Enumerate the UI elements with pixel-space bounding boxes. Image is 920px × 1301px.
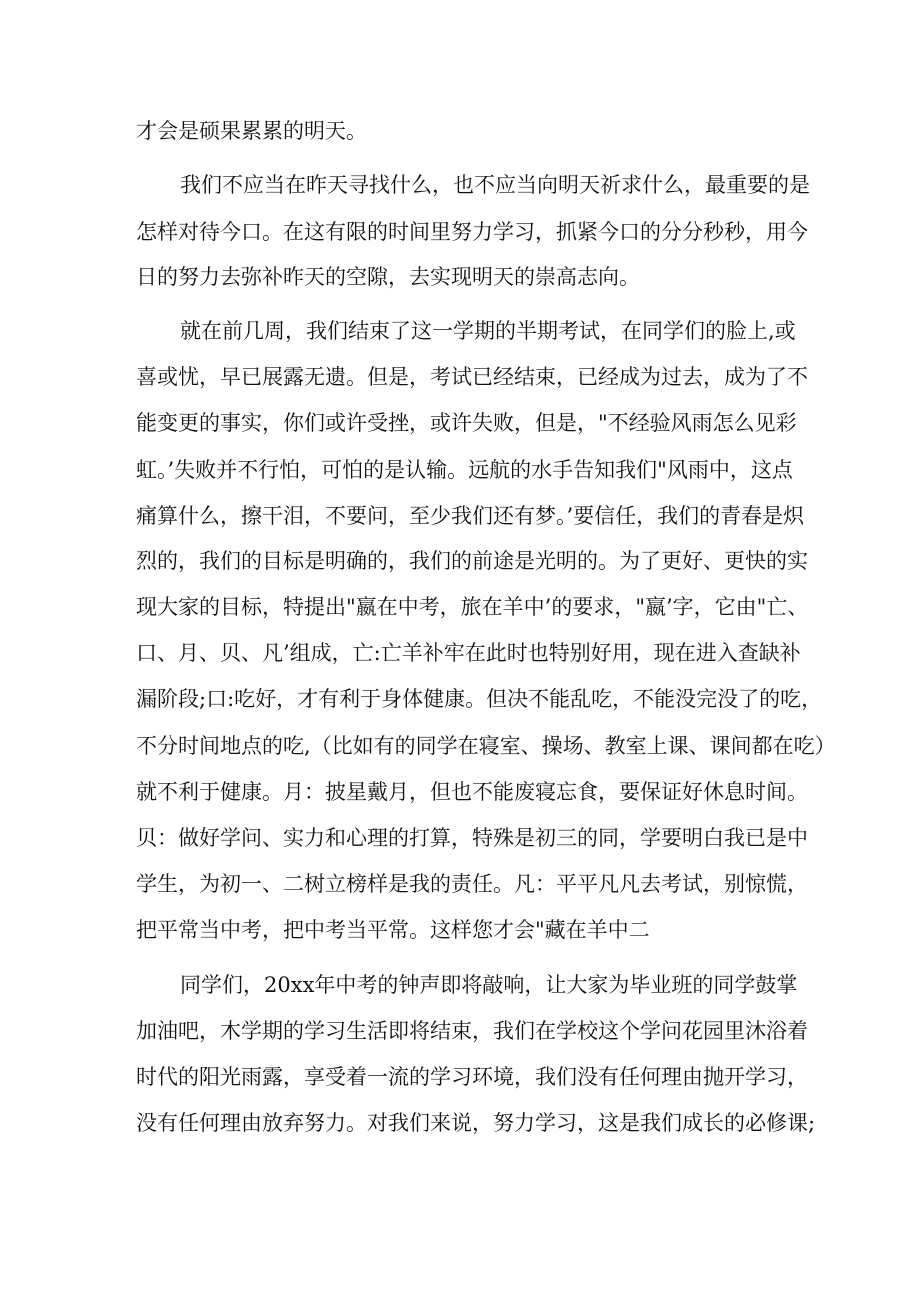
text-line: 时代的阳光雨露，享受着一流的学习环境，我们没有任何理由抛开学习， xyxy=(136,1065,808,1089)
text-line: 贝：做好学问、实力和心理的打算，特殊是初三的同，学要明白我已是中 xyxy=(136,826,808,850)
text-line: 学生，为初一、二树立榜样是我的责任。凡：平平凡凡去考试，别惊慌， xyxy=(136,872,808,896)
text-line: 才会是硕果累累的明天。 xyxy=(136,119,367,143)
text-line: 烈的，我们的目标是明确的，我们的前途是光明的。为了更好、更快的实 xyxy=(136,549,808,573)
text-line: 加油吧，木学期的学习生活即将结束，我们在学校这个学问花园里沐浴着 xyxy=(136,1019,808,1043)
paragraph-first-line: 同学们，20xx年中考的钟声即将敲响，让大家为毕业班的同学鼓掌 xyxy=(180,973,798,997)
text-line: 不分时间地点的吃,（比如有的同学在寝室、操场、教室上课、课间都在吃） xyxy=(136,734,836,758)
text-line: 把平常当中考，把中考当平常。这样您才会"藏在羊中二 xyxy=(136,918,650,942)
text-line: 就不利于健康。月：披星戴月，但也不能废寝忘食，要保证好休息时间。 xyxy=(136,780,808,804)
text-line: 痛算什么，擦干泪，不要问，至少我们还有梦。’要信任，我们的青春是炽 xyxy=(136,504,805,528)
paragraph-first-line: 就在前几周，我们结束了这一学期的半期考试，在同学们的脸上,或 xyxy=(180,319,796,343)
text-line: 没有任何理由放弃努力。对我们来说，努力学习，这是我们成长的必修课; xyxy=(136,1111,816,1135)
text-line: 日的努力去弥补昨天的空隙，去实现明天的崇高志向。 xyxy=(136,265,640,289)
text-line: 口、月、贝、凡’组成，亡:亡羊补牢在此时也特别好用，现在进入查缺补 xyxy=(136,641,801,665)
text-line: 能变更的事实，你们或许受挫，或许失败，但是，"不经验风雨怎么见彩 xyxy=(136,411,797,435)
text-line: 怎样对待今口。在这有限的时间里努力学习，抓紧今口的分分秒秒，用今 xyxy=(136,220,808,244)
text-line: 漏阶段;口:吃好，才有利于身体健康。但决不能乱吃，不能没完没了的吃， xyxy=(136,687,823,711)
text-line: 现大家的目标，特提出"嬴在中考，旅在羊中’的要求，"嬴’字，它由"亡、 xyxy=(136,595,809,619)
text-line: 喜或忧，早已展露无遗。但是，考试已经结束，已经成为过去，成为了不 xyxy=(136,365,808,389)
paragraph-first-line: 我们不应当在昨天寻找什么，也不应当向明天祈求什么，最重要的是 xyxy=(180,173,810,197)
text-line: 虹。’失败并不行怕，可怕的是认输。远航的水手告知我们"风雨中，这点 xyxy=(136,458,793,482)
